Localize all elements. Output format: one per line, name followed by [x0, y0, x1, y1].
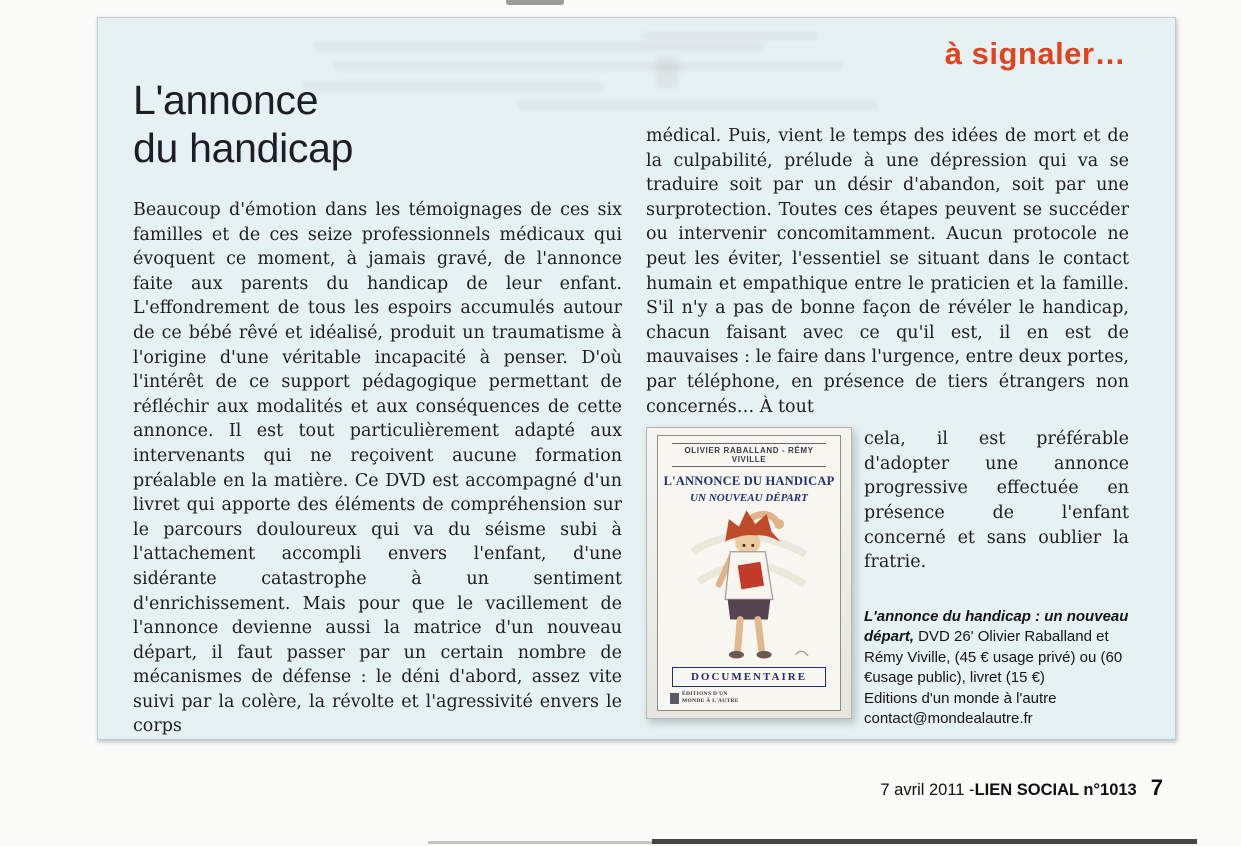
article-left-column: Beaucoup d'émotion dans les témoignages de ces six familles et de ces seize professionnels médicaux qui évoquent ce moment, à jamais gravé, de l'annonce faite aux parents du handicap de leur enfant. L'effondrement de tous les espoirs accumulés autour de ce bébé rêvé et idéalisé, produit un traumatisme à l'origine d'une véritable incapacité à penser. D'où l'intérêt de ce support pédagogique permettant de réfléchir aux modalités et aux conséquences de cette annonce. Il est tout particulièrement adapté aux intervenants qui ne reçoivent aucune formation préalable en la matière. Ce DVD est accompagné d'un livret qui apporte des éléments de compréhension sur le parcours douloureux qui va du séisme subi à l'attachement accompli envers l'enfant, d'une sidérante catastrophe à un sentiment d'enrichissement. Mais pour que le vacillement de l'annonce devienne aussi la matrice d'un nouveau départ, il faut passer par un certain nombre de mécanismes de défense : le déni d'abord, assez vite suivi par la colère, la révolte et l'agressivité envers le corps — [133, 200, 622, 737]
girl-drawing-icon — [662, 504, 836, 667]
caption-details: DVD 26' Olivier Raballand et Rémy Viville, (45 € usage privé) ou (60 €usage public), livret (15 €) — [864, 628, 1123, 687]
dvd-cover-inner — [657, 435, 841, 711]
dvd-publisher: ÉDITIONS D'UN MONDE À L'AUTRE — [682, 691, 739, 705]
dvd-media-row — [646, 427, 1129, 730]
footer-date: 7 avril 2011 - — [880, 781, 975, 799]
scan-artifact-bottom-dark — [652, 839, 1197, 844]
article-title — [133, 76, 353, 172]
dvd-cover — [646, 427, 852, 719]
article-right-column-text: médical. Puis, vient le temps des idées de mort et de la culpabilité, prélude à une dépression qui va se traduire soit par un désir d'abandon, soit par une surprotection. Toutes ces étapes peuvent se succéder ou intervenir concomitamment. Aucun protocole ne peut les éviter, l'essentiel se situant dans le contact humain et empathique entre le praticien et la famille. S'il n'y a pas de bonne façon de révéler le handicap, chacun faisant avec ce qu'il est, il en est de mauvaises : le faire dans l'urgence, entre deux portes, par téléphone, en présence de tiers étrangers non concernés… À tout — [646, 126, 1129, 417]
footer-page-number: 7 — [1150, 775, 1163, 800]
publisher-logo-icon — [670, 693, 679, 704]
article-right-column — [646, 124, 1129, 730]
scan-artifact-bottom-light — [428, 841, 652, 844]
dvd-caption — [864, 607, 1129, 730]
dvd-genre-label: DOCUMENTAIRE — [672, 667, 825, 687]
scan-bleedthrough-2 — [333, 62, 843, 71]
caption-title: L'annonce du handicap : un nouveau départ, — [864, 607, 1129, 646]
caption-publisher: Editions d'un monde à l'autre — [864, 689, 1057, 707]
article-title-line2: du handicap — [133, 125, 354, 171]
magazine-page — [97, 17, 1176, 740]
footer-journal-name: LIEN SOCIAL n°1013 — [974, 781, 1137, 799]
scan-bleedthrough-1 — [313, 42, 763, 51]
section-flag: à signaler… — [944, 36, 1126, 71]
article-right-column-wrap-text: cela, il est préférable d'adopter une annonce progressive effectuée en présence de l'enfant concerné et sans oublier la fratrie. — [864, 429, 1129, 573]
article-title-line1: L'annonce — [133, 77, 319, 123]
dvd-publisher-block — [670, 691, 740, 705]
page-footer — [880, 775, 1163, 801]
scan-smudge — [656, 56, 678, 88]
scan-bleedthrough-5 — [643, 32, 818, 40]
dvd-title: L'ANNONCE DU HANDICAP — [663, 474, 835, 489]
scan-artifact-top-edge — [506, 0, 564, 5]
dvd-subtitle: UN NOUVEAU DÉPART — [690, 492, 808, 505]
dvd-illustration — [662, 504, 836, 667]
beside-cover-column — [864, 427, 1129, 730]
scan-bleedthrough-4 — [518, 101, 878, 110]
dvd-authors: OLIVIER RABALLAND - RÉMY VIVILLE — [672, 443, 825, 467]
caption-contact: contact@mondealautre.fr — [864, 710, 1033, 728]
